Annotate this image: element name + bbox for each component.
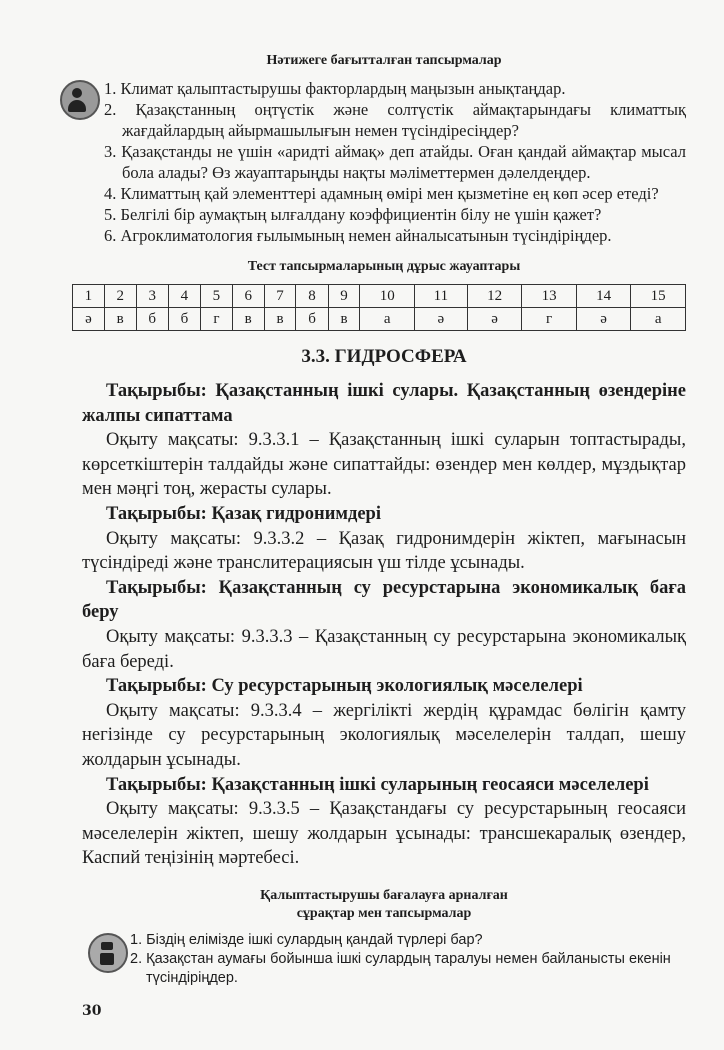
answer-cell: в [264, 308, 296, 331]
question-number-cell: 12 [467, 285, 522, 308]
topic-heading: Тақырыбы: Су ресурстарының экологиялық мәселелері [106, 676, 583, 697]
learning-goal: Оқыту мақсаты: 9.3.3.1 – Қазақстанның ішкі суларын топтастырады, көрсеткіштерін талдайды және сипаттайды: өзендер мен көлдер, мұздықтар мен мәңгі тоң, жерасты сулары. [82, 430, 686, 500]
learning-goal: Оқыту мақсаты: 9.3.3.5 – Қазақстандағы су ресурстарының геосаяси мәселелерін жіктеп, шешу жолдарын ұсынады: трансшекаралық өзендер, Каспий теңізінің мәртебесі. [82, 799, 686, 869]
question-number-cell: 3 [136, 285, 168, 308]
test-answers-heading: Тест тапсырмаларының дұрыс жауаптары [247, 259, 521, 274]
list-item: 5. Белгілі бір аумақтың ылғалдану коэффициентін білу не үшін қажет? [104, 205, 602, 224]
list-item: 2. Қазақстанның оңтүстік және солтүстік аймақтарындағы климаттық жағдайлардың айырмашылығын немен түсіндіресіңдер? [104, 100, 686, 140]
answer-cell: в [104, 308, 136, 331]
question-number-cell: 4 [168, 285, 200, 308]
question-number-cell: 2 [104, 285, 136, 308]
question-number-cell: 8 [296, 285, 328, 308]
formative-list [130, 931, 686, 988]
results-tasks-block [82, 78, 686, 246]
chess-rook-icon [88, 933, 128, 973]
topic-heading: Тақырыбы: Қазақстанның су ресурстарына экономикалық баға беру [82, 577, 686, 623]
results-tasks-heading: Нәтижеге бағытталған тапсырмалар [266, 53, 502, 68]
list-item: 3. Қазақстанды не үшін «аридті аймақ» деп атайды. Оған қандай аймақтар мысал бола алады? Өз жауаптарыңды нақты мәліметтермен дәлелдеңдер. [104, 142, 686, 182]
list-item: 1. Климат қалыптастырушы факторлардың маңызын анықтаңдар. [104, 79, 566, 98]
student-icon [60, 80, 100, 120]
question-number-cell: 15 [631, 285, 686, 308]
section-title: 3.3. ГИДРОСФЕРА [301, 346, 467, 367]
answer-cell: б [296, 308, 328, 331]
formative-heading-1: Қалыптастырушы бағалауға арналған [260, 887, 508, 903]
question-number-cell: 9 [328, 285, 360, 308]
answer-cell: в [232, 308, 264, 331]
question-number-cell: 6 [232, 285, 264, 308]
answer-cell: ә [414, 308, 467, 331]
question-number-cell: 1 [73, 285, 105, 308]
answer-cell: г [522, 308, 577, 331]
question-number-cell: 11 [414, 285, 467, 308]
answer-cell: а [631, 308, 686, 331]
question-number-cell: 10 [360, 285, 415, 308]
answer-cell: ә [73, 308, 105, 331]
answer-cell: б [136, 308, 168, 331]
table-row [73, 285, 686, 308]
list-item: 1. Біздің елімізде ішкі сулардың қандай түрлері бар? [130, 931, 483, 948]
list-item: 2. Қазақстан аумағы бойынша ішкі сулардың таралуы немен байланысты екенін түсіндіріңдер. [130, 950, 671, 986]
formative-heading-2: сұрақтар мен тапсырмалар [296, 905, 472, 921]
learning-goal: Оқыту мақсаты: 9.3.3.2 – Қазақ гидронимдерін жіктеп, мағынасын түсіндіреді және транслитерациясын үш тілде ұсынады. [82, 528, 686, 574]
topic-heading: Тақырыбы: Қазақстанның ішкі суларының геосаяси мәселелері [106, 774, 649, 795]
topic-heading: Тақырыбы: Қазақ гидронимдері [106, 503, 381, 524]
list-item: 4. Климаттың қай элементтері адамның өмірі мен қызметіне ең көп әсер етеді? [104, 184, 659, 203]
learning-goal: Оқыту мақсаты: 9.3.3.4 – жергілікті жердің құрамдас бөлігін қамту негізінде су ресурстарының экологиялық мәселелерін талдап, шешу жолдарын ұсынады. [82, 700, 686, 770]
answer-cell: ә [467, 308, 522, 331]
answer-cell: ә [576, 308, 631, 331]
page-number: 30 [82, 1002, 102, 1019]
formative-block [82, 931, 686, 988]
section-body [82, 379, 686, 871]
table-row [73, 308, 686, 331]
answer-cell: г [201, 308, 233, 331]
answer-cell: б [168, 308, 200, 331]
question-number-cell: 14 [576, 285, 631, 308]
question-number-cell: 7 [264, 285, 296, 308]
question-number-cell: 5 [201, 285, 233, 308]
question-number-cell: 13 [522, 285, 577, 308]
answer-cell: а [360, 308, 415, 331]
test-answers-table [72, 284, 686, 331]
list-item: 6. Агроклиматология ғылымының немен айналысатынын түсіндіріңдер. [104, 226, 612, 245]
answer-cell: в [328, 308, 360, 331]
results-tasks-list [104, 78, 686, 246]
learning-goal: Оқыту мақсаты: 9.3.3.3 – Қазақстанның су ресурстарына экономикалық баға береді. [82, 626, 686, 672]
topic-heading: Тақырыбы: Қазақстанның ішкі сулары. Қазақстанның өзендеріне жалпы сипаттама [82, 381, 686, 426]
